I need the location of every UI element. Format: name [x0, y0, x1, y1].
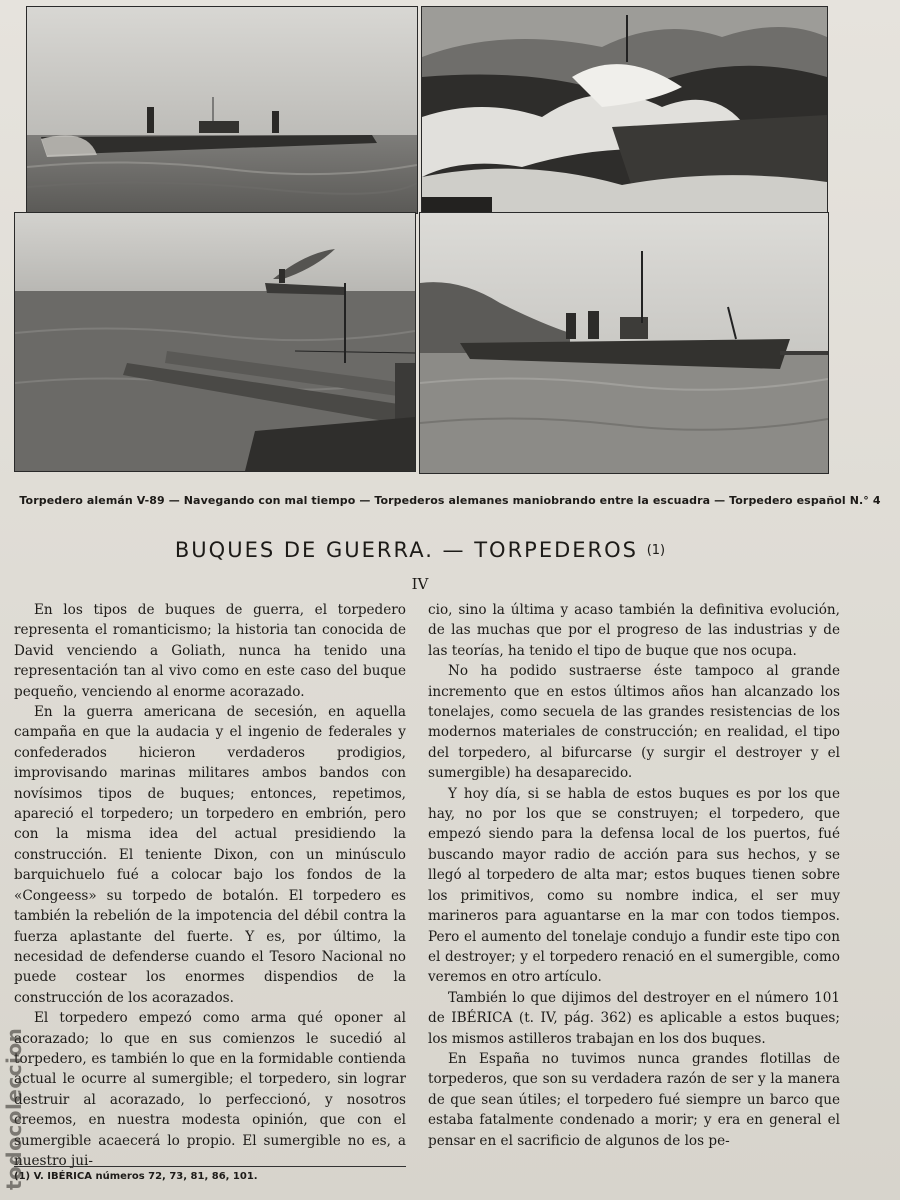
text-column-right: [428, 600, 840, 1151]
title-text: BUQUES DE GUERRA. — TORPEDEROS: [174, 538, 638, 562]
photo-bad-weather: [421, 6, 828, 214]
paragraph: No ha podido sustraerse éste tampoco al grande incremento que en estos últimos años han alcanzado los tonelajes, como secuela de las grandes resistencias de los modernos materiales de construcción; en realidad, el tipo del torpedero, al bifurcarse (y surgir el destroyer y el sumergible) ha desaparecido.: [428, 663, 840, 782]
section-number: IV: [411, 575, 429, 593]
photo-squadron-manoeuvre: [14, 212, 416, 472]
paragraph: El torpedero empezó como arma qué oponer al acorazado; lo que en sus comienzos le sucedió al torpedero, es también lo que en la formidable contienda actual le ocurre al sumergible; el torpedero, sin lograr destruir al acorazado, lo perfeccionó, y nosotros creemos, en nuestra modesta opinión, que con el sumergible acaecerá lo propio. El sumergible no es, a nuestro jui-: [14, 1010, 406, 1169]
paragraph: También lo que dijimos del destroyer en el número 101 de IBÉRICA (t. IV, pág. 362) es aplicable a estos buques; los mismos astilleros trabajan en los dos buques.: [428, 989, 840, 1047]
photo-caption: Torpedero alemán V-89 — Navegando con mal tiempo — Torpederos alemanes maniobrando entre la escuadra — Torpedero español N.° 4: [19, 494, 881, 507]
title-note: (1): [646, 543, 666, 558]
paragraph: cio, sino la última y acaso también la definitiva evolución, de las muchas que por el progreso de las industrias y de las teorías, ha tenido el tipo de buque que nos ocupa.: [428, 602, 840, 659]
paragraph: En la guerra americana de secesión, en aquella campaña en que la audacia y el ingenio de federales y confederados hicieron verdaderos prodigios, improvisando marinas militares ambos bandos con novísimos tipos de buques; entonces, repetimos, apareció el torpedero; un torpedero en embrión, pero con la misma idea del actual presidiendo la construcción. El teniente Dixon, con un minúsculo barquichuelo fué a colocar bajo los fondos de la «Congeess» su torpedo de botalón. El torpedero es también la rebelión de la impotencia del débil contra la fuerza aplastante del fuerte. Y es, por último, la necesidad de defenderse cuando el Tesoro Nacional no puede costear los enormes dispendios de la construcción de los acorazados.: [14, 704, 406, 1006]
paragraph: Y hoy día, si se habla de estos buques es por los que hay, no por los que se construyen; el torpedero, que empezó siendo para la defensa local de los puertos, fué buscando mayor radio de acción para sus hechos, y se llegó al torpedero de alta mar; estos buques tienen sobre los primitivos, como su nombre indica, el ser muy marineros para aguantarse en la mar con todos tiempos. Pero el aumento del tonelaje condujo a fundir este tipo con el destroyer; y el torpedero renació en el sumergible, como veremos en otro artículo.: [428, 785, 840, 986]
footnote: (1) V. IBÉRICA números 72, 73, 81, 86, 101.: [14, 1166, 406, 1182]
photo-torpedo-boat-v89: [26, 6, 418, 214]
paragraph: En los tipos de buques de guerra, el torpedero representa el romanticismo; la historia tan conocida de David venciendo a Goliath, nunca ha tenido una representación tan al vivo como en este caso del buque pequeño, venciendo al enorme acorazado.: [14, 602, 406, 700]
article-title: [0, 538, 840, 562]
paragraph: En España no tuvimos nunca grandes flotillas de torpederos, que son su verdadera razón de ser y la manera de que sean útiles; el torpedero fué siempre un barco que estaba fatalmente condenado a morir; y era en general el pensar en el sacrificio de algunos de los pe-: [428, 1050, 840, 1149]
photo-spanish-torpedo-boat-4: [419, 212, 829, 474]
watermark: todocoleccion: [2, 1027, 26, 1190]
text-column-left: [14, 600, 406, 1171]
